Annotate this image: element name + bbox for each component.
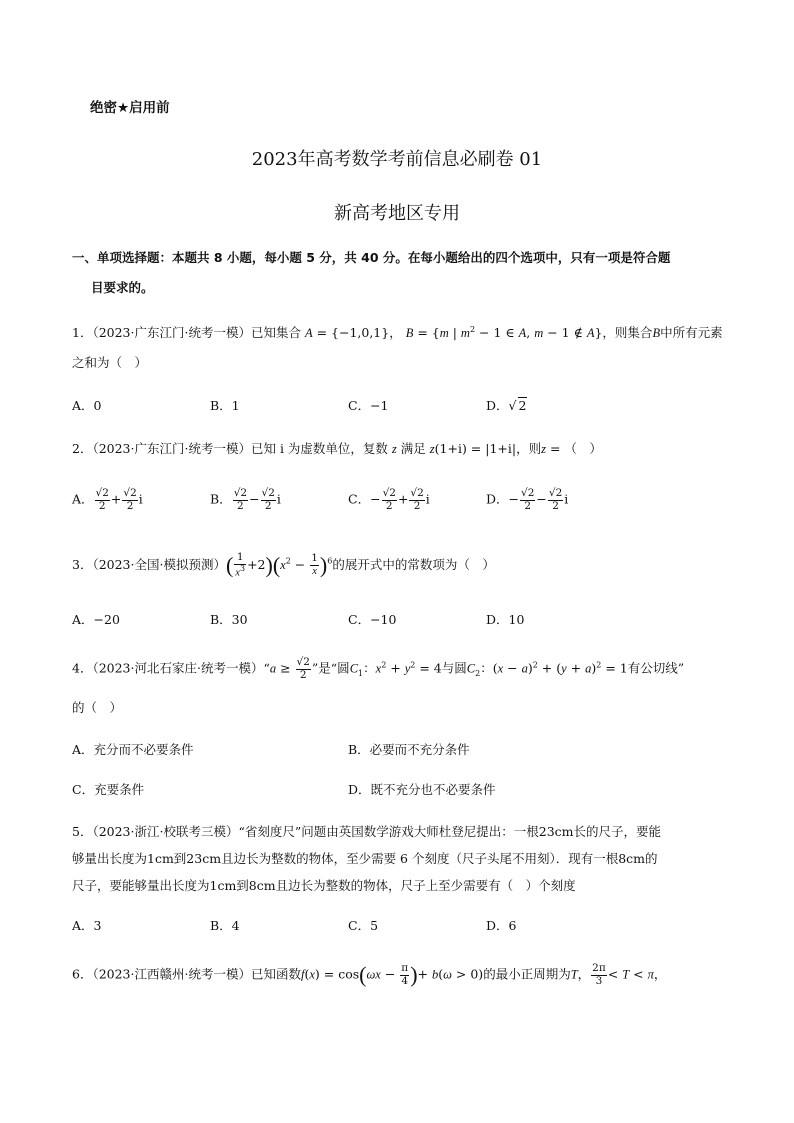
option-c: C．充要条件 <box>72 782 145 797</box>
question-text: （2023·浙江·校联考三模）“省刻度尺”问题由英国数学游戏大师杜登尼提出：一根23cm长的尺子，要能 <box>92 824 662 839</box>
question-4: 4．（2023·河北石家庄·统考一模）“a ≥ $\frac{√2}{2}$ ”是“圆$C_1$：$x^2 + y^2 = 4$与圆$C_2$：$(x - a)^2 + (y + a)^2 = 1$有公切线” <box>72 656 685 681</box>
question-number: 4． <box>72 660 93 676</box>
question-text: = （ ） <box>546 441 602 456</box>
confidential-label: 绝密★启用前 <box>90 100 170 116</box>
question-text: ： <box>363 660 376 676</box>
question-text: （2023·江西赣州·统考一模）已知函数 <box>92 966 301 982</box>
option-d: D．既不充分也不必要条件 <box>348 782 496 797</box>
question-number: 6． <box>72 966 93 982</box>
option-c: C．5 <box>348 918 379 933</box>
question-text: ”是“圆 <box>311 660 350 676</box>
question-5-line2: 够量出长度为1cm到23cm且边长为整数的物体，至少需要 6 个刻度（尺子头尾不用刻）．现有一根8cm的 <box>72 851 658 866</box>
question-number: 5． <box>72 824 93 839</box>
exam-title: 2023年高考数学考前信息必刷卷 01 <box>251 149 543 170</box>
question-5-line3: 尺子，要能够量出长度为1cm到8cm且边长为整数的物体，尺子上至少需要有（ ）个刻度 <box>72 878 576 893</box>
option-b: B．4 <box>210 918 240 933</box>
option-c: C．−1 <box>348 398 389 413</box>
math-formula: A <box>304 326 313 340</box>
option-a: A．0 <box>72 398 102 413</box>
option-d: D．10 <box>486 612 525 627</box>
question-text: 为虚数单位，复数 <box>287 441 388 456</box>
question-text: （2023·河北石家庄·统考一模）“ <box>92 660 270 676</box>
section-heading-cont: 目要求的。 <box>91 280 154 295</box>
question-text: 的展开式中的常数项为（ ） <box>332 556 495 572</box>
option-c: C．−10 <box>348 612 397 627</box>
question-1-cont: 之和为（ ） <box>72 355 148 370</box>
option-a: A． $\frac{√2}{2}$ + $\frac{√2}{2}$ i <box>72 487 143 512</box>
question-text: （2023·广东江门·统考一模）已知 <box>92 441 276 456</box>
option-a: A．−20 <box>72 612 120 627</box>
option-b: B．必要而不充分条件 <box>348 742 470 757</box>
question-text: ， <box>577 966 591 982</box>
question-text: 满足 <box>400 441 426 456</box>
question-2: 2．（2023·广东江门·统考一模）已知 i 为虚数单位，复数 z 满足 z(1+i) = |1+i|，则z = （ ） <box>72 441 602 456</box>
question-text: 与圆 <box>441 660 467 676</box>
question-number: 2． <box>72 441 93 456</box>
option-d: D．− $\frac{√2}{2}$ − $\frac{√2}{2}$ i <box>486 487 569 512</box>
question-text: ： <box>480 660 493 676</box>
option-a: A．3 <box>72 918 102 933</box>
section-heading: 一、单项选择题：本题共 8 小题，每小题 5 分，共 40 分。在每小题给出的四个选项中，只有一项是符合题 <box>72 250 671 265</box>
option-b: B．1 <box>210 398 240 413</box>
question-6: 6．（2023·江西赣州·统考一模）已知函数f(x) = cos(ωx − $\frac{\pi}{4}$ )+ b(ω > 0)的最小正周期为T， $\frac{2\pi}{3}$ < T < π， <box>72 961 667 987</box>
option-b: B．30 <box>210 612 248 627</box>
math-formula: B <box>405 326 414 340</box>
option-a: A．充分而不必要条件 <box>72 742 194 757</box>
option-c: C．− $\frac{√2}{2}$ + $\frac{√2}{2}$ i <box>348 487 430 512</box>
exam-subtitle: 新高考地区专用 <box>334 203 460 224</box>
question-5 <box>72 822 661 840</box>
question-text: ，则集合 <box>602 325 653 340</box>
question-text: ， <box>389 325 402 340</box>
question-4-cont: 的（ ） <box>72 700 123 715</box>
question-text: ，则 <box>516 441 542 456</box>
question-text: 的最小正周期为 <box>483 966 571 982</box>
option-d: D．√ 2 <box>486 398 527 413</box>
question-1: 1．（2023·广东江门·统考一模）已知集合 A = {−1,0,1}， B = {m | $m^2 - 1$ ∈ A, m − 1 ∉ A}，则集合B中所有元素 <box>72 324 723 340</box>
question-text: （2023·广东江门·统考一模）已知集合 <box>92 325 301 340</box>
question-text: 中所有元素 <box>660 325 723 340</box>
question-text: 有公切线” <box>627 660 685 676</box>
question-text: （2023·全国·模拟预测） <box>92 556 226 572</box>
question-3: 3．（2023·全国·模拟预测）( $\frac{1}{x^3}$ $+2)(x^2$ − $\frac{1}{x}$ )$^6$的展开式中的常数项为（ ） <box>72 551 495 579</box>
option-d: D．6 <box>486 918 517 933</box>
question-number: 3． <box>72 556 93 572</box>
question-number: 1． <box>72 325 93 340</box>
option-b: B． $\frac{√2}{2}$ − $\frac{√2}{2}$ i <box>210 487 281 512</box>
